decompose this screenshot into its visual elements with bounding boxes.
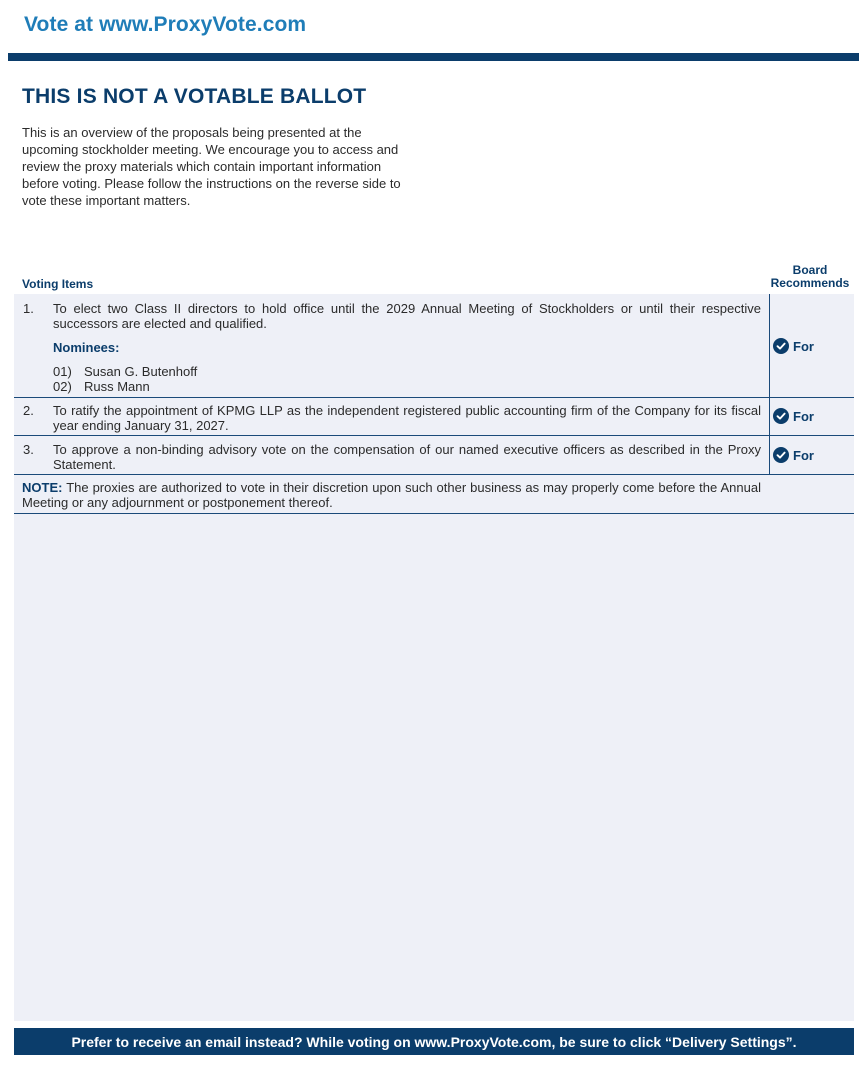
item-number: 1. bbox=[23, 301, 34, 316]
note-row bbox=[14, 475, 854, 514]
nominee: 01) Susan G. Butenhoff bbox=[53, 364, 198, 379]
voting-items-header: Voting Items bbox=[22, 277, 94, 291]
footer-banner: Prefer to receive an email instead? While voting on www.ProxyVote.com, be sure to click “Delivery Settings”. bbox=[14, 1028, 854, 1055]
item-number: 2. bbox=[23, 403, 34, 418]
recommendation-cell bbox=[769, 294, 855, 397]
page-title: THIS IS NOT A VOTABLE BALLOT bbox=[22, 85, 367, 108]
voting-item-row bbox=[14, 294, 854, 398]
voting-item-row bbox=[14, 398, 854, 436]
recommendation-cell bbox=[769, 436, 855, 474]
item-text: To approve a non-binding advisory vote on the compensation of our named executive officers as described in the Proxy Statement. bbox=[53, 442, 761, 472]
check-circle-icon bbox=[773, 408, 789, 424]
voting-item-row bbox=[14, 436, 854, 475]
note-text: NOTE: The proxies are authorized to vote in their discretion upon such other business as may properly come before the Annual Meeting or any adjournment or postponement thereof. bbox=[22, 480, 761, 510]
recommendation-label: For bbox=[793, 447, 814, 463]
nominee: 02) Russ Mann bbox=[53, 379, 150, 394]
proxyvote-link[interactable]: Vote at www.ProxyVote.com bbox=[24, 13, 307, 36]
item-text: To ratify the appointment of KPMG LLP as the independent registered public accounting firm of the Company for its fiscal year ending January 31, 2027. bbox=[53, 403, 761, 433]
check-circle-icon bbox=[773, 338, 789, 354]
item-number: 3. bbox=[23, 442, 34, 457]
recommendation-cell bbox=[769, 398, 855, 435]
nominees-label: Nominees: bbox=[53, 340, 120, 355]
recommendation-label: For bbox=[793, 408, 814, 424]
board-recommends-header: Board Recommends bbox=[770, 263, 850, 290]
recommendation-label: For bbox=[793, 338, 814, 354]
item-text: To elect two Class II directors to hold office until the 2029 Annual Meeting of Stockholders or until their respective successors are elected and qualified. bbox=[53, 301, 761, 331]
header-divider bbox=[8, 53, 859, 61]
check-circle-icon bbox=[773, 447, 789, 463]
intro-text: This is an overview of the proposals being presented at the upcoming stockholder meeting. We encourage you to access and review the proxy materials which contain important information before voting. Please follow the instructions on the reverse side to vote these important matters. bbox=[22, 125, 401, 208]
